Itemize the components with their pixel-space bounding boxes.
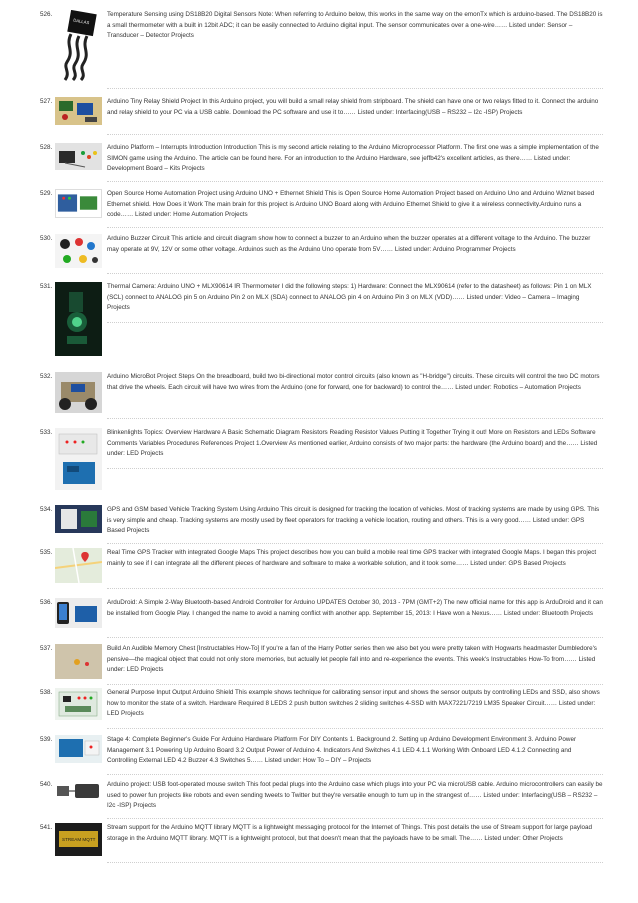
divider: [107, 227, 603, 228]
thermal-camera-thumbnail[interactable]: [55, 282, 102, 356]
item-number: 530.: [40, 235, 53, 242]
item-number: 540.: [40, 781, 53, 788]
item-description: Stream support for the Arduino MQTT library MQTT is a lightweight messaging protocol for the Internet of Things. This post details the use of Stream support for large payload storage in the Arduino MQTT library. MQTT is a lightweight protocol, but that doesn't mean that the payloads have to be small. The…… Listed under: Other Projects: [107, 824, 592, 842]
item-description: Temperature Sensing using DS18B20 Digital Sensors Note: When referring to Arduino below, this works in the same way on the emonTx which is arduino-based. The DS18B20 is a small thermometer with a built in 12bit ADC; it can be easily connected to Arduino digital input. The sensor communicates over a one-wire…… Listed under: Sensor – Transducer – Detector Projects: [107, 11, 603, 40]
item-description: Arduino Platform – Interrupts Introduction Introduction This is my second article relating to the Arduino Microprocessor Platform. The first one was a simple implementation of the SIMON game using the Arduino. The article can be found here. For an introduction to the Arduino Hardware, see jeffb42's excellent articles, as there…… Listed under: Development Board – Kits Projects: [107, 144, 599, 173]
io-shield-thumbnail[interactable]: [55, 688, 102, 720]
beginners-guide-thumbnail[interactable]: [55, 735, 102, 763]
item-description: Build An Audible Memory Chest [Instructables How-To] If you're a fan of the Harry Potter series then we also bet you were pretty taken with Hogwarts headmaster Dumbledore's pensive—the magical object that could not only store memories, but actually let people fall into and re-experience the events. This week's Instructables How-To from…… Listed under: LED Projects: [107, 645, 597, 674]
item-number: 527.: [40, 98, 53, 105]
foot-mouse-switch-thumbnail[interactable]: [55, 780, 102, 806]
divider: [107, 588, 603, 589]
microbot-thumbnail[interactable]: [55, 372, 102, 413]
blinkenlights-thumbnail[interactable]: [55, 428, 102, 490]
divider: [107, 818, 603, 819]
divider: [107, 637, 603, 638]
item-description: GPS and GSM based Vehicle Tracking System Using Arduino This circuit is designed for tracking the location of vehicles. Most of tracking systems are made by using GPS. This is very simple and cheap. Tracking systems are mostly used by fleet operators for tracking a vehicle location, routing and others. This is a very good…… Listed under: GPS Based Projects: [107, 506, 600, 535]
item-description: Real Time GPS Tracker with integrated Google Maps This project describes how you can build a mobile real time GPS tracker with integrated Google Maps. I began this project mainly to see if I can integrate all the different pieces of hardware and software to make a workable solution, and it took some…… Listed under: GPS Based Projects: [107, 549, 597, 567]
sensor-label: DALLAS: [72, 17, 90, 26]
divider: [107, 418, 603, 419]
gps-gsm-tracking-thumbnail[interactable]: [55, 505, 102, 533]
item-number: 526.: [40, 11, 53, 18]
item-number: 541.: [40, 824, 53, 831]
ds18b20-sensor-thumbnail[interactable]: [55, 10, 102, 82]
relay-shield-thumbnail[interactable]: [55, 97, 102, 125]
item-description: Arduino Tiny Relay Shield Project In this Arduino project, you will build a small relay shield from stripboard. The shield can have one or two relays fitted to it. Connect the arduino and relay shield to your PC via a USB cable. Download the PC software and use it to…… Listed under: Interfacing(USB – RS232 – I2c -ISP) Projects: [107, 98, 599, 116]
divider: [107, 88, 603, 89]
item-description: Blinkenlights Topics: Overview Hardware A Basic Schematic Diagram Resistors Reading Resistor Values Putting it Together Trying it out! More on Resistors and LEDs Software Comments Variables Procedures References Project 1.Overview As mentioned earlier, Arduino consists of two major parts: the hardware (the Arduino board) and the…… Listed under: LED Projects: [107, 429, 598, 458]
divider: [107, 684, 603, 685]
item-number: 539.: [40, 736, 53, 743]
item-number: 529.: [40, 190, 53, 197]
item-description: Open Source Home Automation Project using Arduino UNO + Ethernet Shield This is Open Source Home Automation Project based on Arduino Uno and Arduino Wiznet based Ethernet shield. How Does it Work The main brain for this project is Arduino UNO Board along with Arduino Ethernet Shield to give it a wireless connectivity.Arduino runs a code…… Listed under: Home Automation Projects: [107, 190, 595, 219]
item-description: General Purpose Input Output Arduino Shield This example shows technique for calibrating sensor input and shows the sensor outputs by controlling LEDs and SSD, also shows how to monitor the state of a switch. Hardware Required 8 LEDS 2 push button switches 2 sliding switches 4-SSD with MAX7221/7219 LM35 Speaker Circuit…… Listed under: LED Projects: [107, 689, 600, 718]
divider: [107, 468, 603, 469]
home-automation-thumbnail[interactable]: [55, 189, 102, 218]
item-number: 531.: [40, 283, 53, 290]
mqtt-label: STREAM MQTT: [62, 837, 96, 842]
simon-game-thumbnail[interactable]: [55, 143, 102, 170]
item-description: Arduino MicroBot Project Steps On the breadboard, build two bi-directional motor control circuits (also known as "H-bridge") circuits. These circuits will control the two DC motors that drive the wheels. Each circuit will have two wires from the Arduino (one for forward, one for backward) to control the…… Listed under: Robotics – Automation Projects: [107, 373, 600, 391]
gps-map-thumbnail[interactable]: [55, 548, 102, 583]
item-number: 534.: [40, 506, 53, 513]
divider: [107, 322, 603, 323]
divider: [107, 543, 603, 544]
divider: [107, 273, 603, 274]
item-description: ArduDroid: A Simple 2-Way Bluetooth-based Android Controller for Arduino UPDATES October 30, 2013 - 7PM (GMT+2) The new official name for this app is ArduDroid and it can be installed from Google Play. I changed the name to avoid a naming conflict with another app. September 15, 2013: I Have won a Nexus…… Listed under: Bluetooth Projects: [107, 599, 603, 617]
item-number: 528.: [40, 144, 53, 151]
item-number: 533.: [40, 429, 53, 436]
item-number: 535.: [40, 549, 53, 556]
item-number: 538.: [40, 689, 53, 696]
buzzer-circuit-thumbnail[interactable]: [55, 234, 102, 268]
divider: [107, 181, 603, 182]
divider: [107, 774, 603, 775]
divider: [107, 728, 603, 729]
item-description: Arduino Buzzer Circuit This article and circuit diagram show how to connect a buzzer to an Arduino when the buzzer operates at a different voltage to the Arduino. The buzzer may operate at 9V, 12V or some other voltage. Arduinos such as the Arduino Uno operate from 5V…… Listed under: Arduino Programmer Projects: [107, 235, 591, 253]
arduidroid-thumbnail[interactable]: [55, 598, 102, 628]
item-description: Thermal Camera: Arduino UNO + MLX90614 IR Thermometer I did the following steps: 1) Hardware: Connect the MLX90614 (refer to the datasheet) as follows: Pin 1 on MLX (SCL) connect to ANALOG pin 5 on Arduino Pin 2 on MLX (SDA) connect to ANALOG pin 4 on Arduino Pin 3 on MLX (VDD)…… Listed under: Video – Camera – Imaging Projects: [107, 283, 592, 312]
divider: [107, 862, 603, 863]
item-number: 532.: [40, 373, 53, 380]
item-description: Stage 4: Complete Beginner's Guide For Arduino Hardware Platform For DIY Contents 1. Background 2. Setting up Arduino Development Environment 3. Arduino Power Management 3.1 Powering Up Arduino Board 3.2 Output Power of Arduino 4. Indicators And Switches 4.1 LED 4.1.1 Working With Onboard LED 4.1.2 Connecting and Controlling External LED 4.2 Buzzer 4.3 Switches 5…… Listed under: How To – DIY – Projects: [107, 736, 577, 765]
mqtt-stream-thumbnail[interactable]: [55, 823, 102, 856]
item-description: Arduino project: USB foot-operated mouse switch This foot pedal plugs into the Arduino case which plugs into your PC via microUSB cable. Arduino microcontrollers can easily be used to power fun projects like robots and even sending tweets to Twitter but they're versatile enough to turn up in the strangest of…… Listed under: Interfacing(USB – RS232 – I2c -ISP) Projects: [107, 781, 603, 810]
memory-chest-thumbnail[interactable]: [55, 644, 102, 679]
item-number: 536.: [40, 599, 53, 606]
item-number: 537.: [40, 645, 53, 652]
divider: [107, 134, 603, 135]
